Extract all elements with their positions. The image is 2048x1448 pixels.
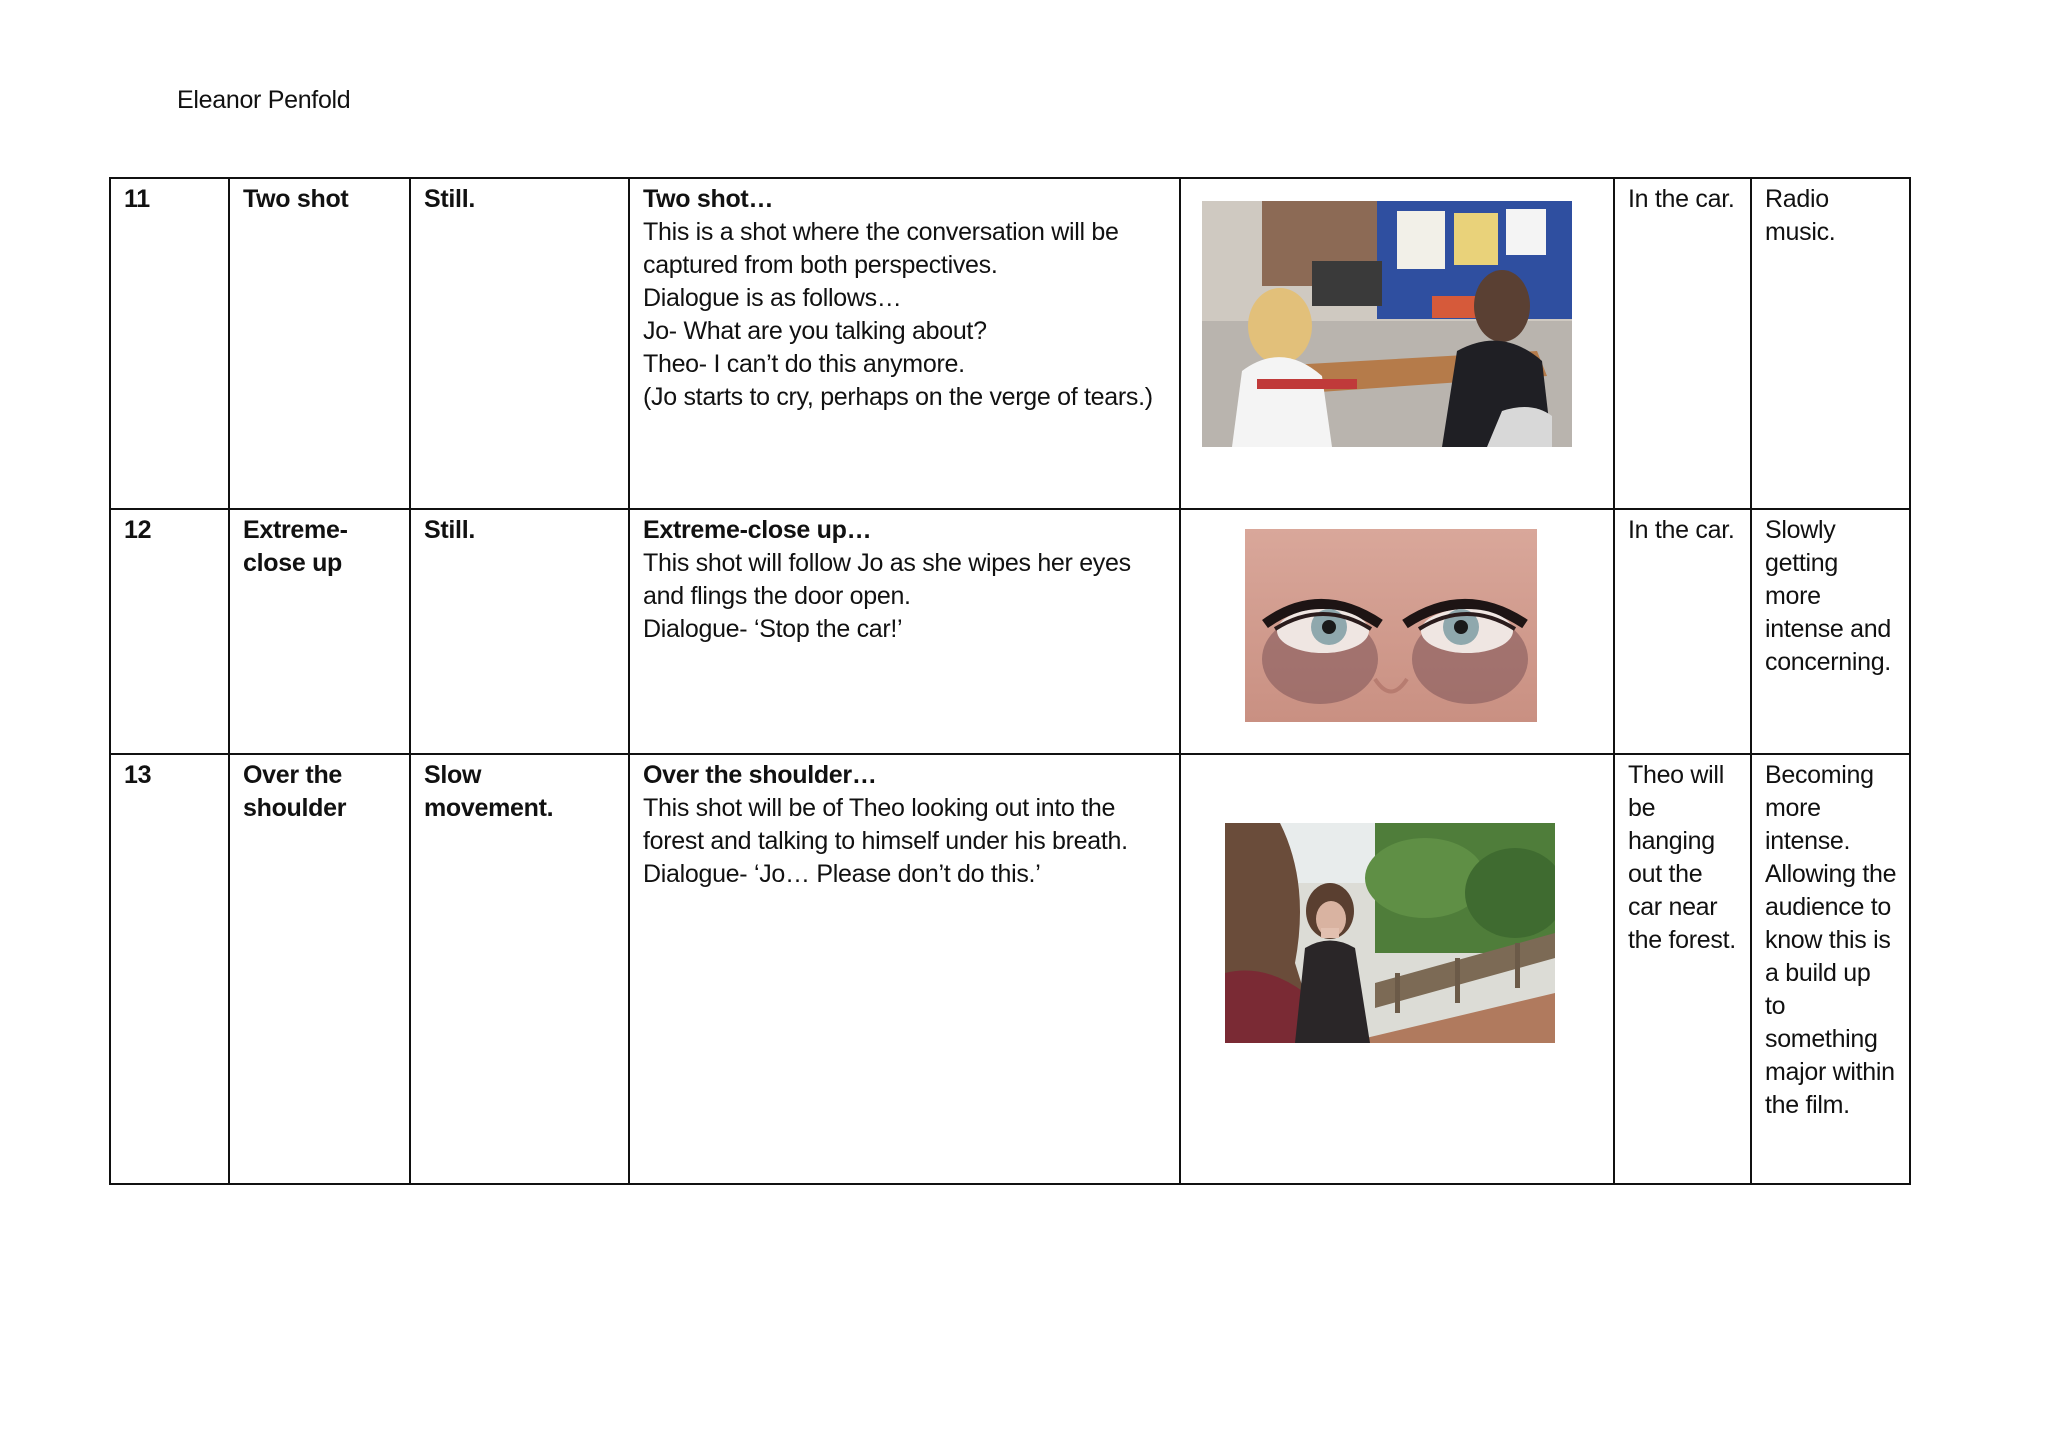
shot-type: Two shot — [229, 178, 410, 509]
shot-type: Over the shoulder — [229, 754, 410, 1184]
table-row — [110, 754, 1910, 1184]
shot-number: 12 — [110, 509, 229, 754]
description-line: Theo- I can’t do this anymore. — [643, 350, 965, 378]
shot-sound: Slowly getting more intense and concerning. — [1751, 509, 1910, 754]
description-line: This shot will be of Theo looking out into the — [643, 794, 1116, 822]
shot-description — [629, 754, 1180, 1184]
table-row — [110, 178, 1910, 509]
table-row — [110, 509, 1910, 754]
shot-location: In the car. — [1614, 509, 1751, 754]
description-line: This is a shot where the conversation will be — [643, 218, 1119, 246]
shot-location: Theo will be hanging out the car near the forest. — [1614, 754, 1751, 1184]
shot-description — [629, 509, 1180, 754]
shot-image-cell — [1180, 754, 1614, 1184]
shot-description — [629, 178, 1180, 509]
description-line: and flings the door open. — [643, 582, 911, 610]
description-line: Jo- What are you talking about? — [643, 317, 987, 345]
shot-number: 13 — [110, 754, 229, 1184]
shot-location: In the car. — [1614, 178, 1751, 509]
description-line: Dialogue is as follows… — [643, 284, 902, 312]
shot-type: Extreme-close up — [229, 509, 410, 754]
description-title: Over the shoulder… — [643, 761, 877, 789]
over-shoulder-outdoors-photo-icon — [1225, 823, 1555, 1043]
author-name: Eleanor Penfold — [177, 86, 351, 114]
description-line: Dialogue- ‘Stop the car!’ — [643, 615, 903, 643]
description-title: Extreme-close up… — [643, 516, 872, 544]
description-title: Two shot… — [643, 185, 774, 213]
storyboard-table — [109, 177, 1911, 1185]
camera-movement: Still. — [410, 178, 629, 509]
camera-movement: Still. — [410, 509, 629, 754]
shot-number: 11 — [110, 178, 229, 509]
two-girls-desk-photo-icon — [1202, 201, 1572, 447]
shot-image-cell — [1180, 178, 1614, 509]
close-up-eyes-photo-icon — [1245, 529, 1537, 722]
shot-image-cell — [1180, 509, 1614, 754]
description-line: forest and talking to himself under his breath. — [643, 827, 1128, 855]
description-line: Dialogue- ‘Jo… Please don’t do this.’ — [643, 860, 1041, 888]
description-line: (Jo starts to cry, perhaps on the verge of tears.) — [643, 383, 1153, 411]
camera-movement: Slow movement. — [410, 754, 629, 1184]
shot-sound: Becoming more intense. Allowing the audience to know this is a build up to something major within the film. — [1751, 754, 1910, 1184]
description-line: captured from both perspectives. — [643, 251, 998, 279]
description-line: This shot will follow Jo as she wipes her eyes — [643, 549, 1131, 577]
shot-sound: Radio music. — [1751, 178, 1910, 509]
